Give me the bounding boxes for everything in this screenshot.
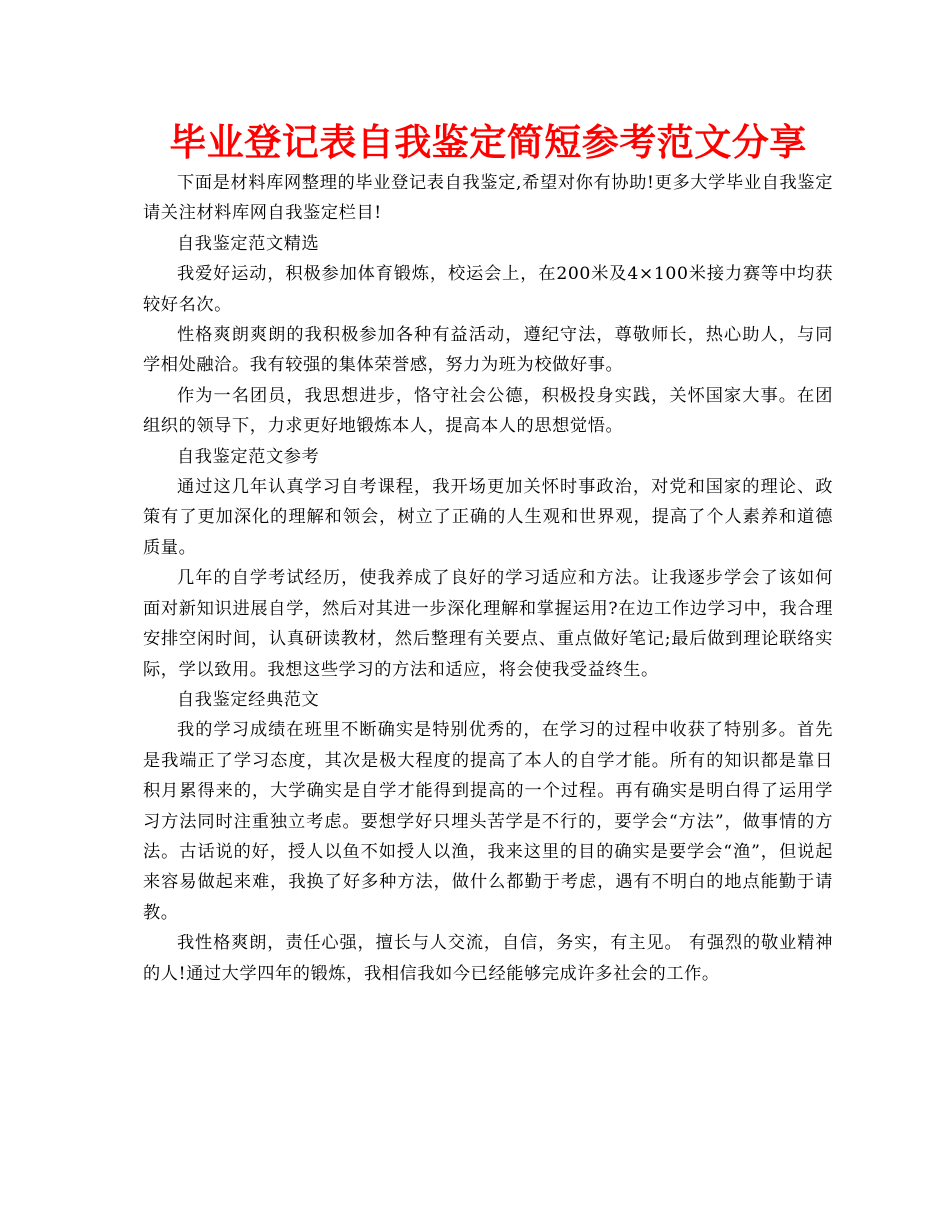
paragraph-self-study-courses: 通过这几年认真学习自考课程，我开场更加关怀时事政治，对党和国家的理论、政策有了更加深化的理解和领会，树立了正确的人生观和世界观，提高了个人素养和道德质量。	[143, 477, 833, 558]
document-page	[143, 118, 833, 989]
paragraph-league-member: 作为一名团员，我思想进步，恪守社会公德，积极投身实践，关怀国家大事。在团组织的领导下，力求更好地锻炼本人，提高本人的思想觉悟。	[143, 385, 833, 437]
section-heading-reference: 自我鉴定范文参考	[177, 446, 320, 467]
paragraph-study-habits: 几年的自学考试经历，使我养成了良好的学习适应和方法。让我逐步学会了该如何面对新知识进展自学，然后对其进一步深化理解和掌握运用?在边工作边学习中，我合理安排空闲时间，认真研读教材，然后整理有关要点、重点做好笔记;最后做到理论联络实际，学以致用。我想这些学习的方法和适应，将会使我受益终生。	[143, 568, 833, 680]
paragraph-intro: 下面是材料库网整理的毕业登记表自我鉴定,希望对你有协助!更多大学毕业自我鉴定请关注材料库网自我鉴定栏目!	[143, 173, 833, 224]
section-heading-selected: 自我鉴定范文精选	[177, 233, 320, 254]
document-body	[143, 168, 833, 989]
paragraph-academic-results: 我的学习成绩在班里不断确实是特别优秀的，在学习的过程中收获了特别多。首先是我端正了学习态度，其次是极大程度的提高了本人的自学才能。所有的知识都是靠日积月累得来的，大学确实是自学才能得到提高的一个过程。再有确实是明白得了运用学习方法同时注重独立考虑。要想学好只埋头苦学是不行的，要学会“方法”，做事情的方法。古话说的好，授人以鱼不如授人以渔，我来这里的目的确实是要学会“渔”，但说起来容易做起来难，我换了好多种方法，做什么都勤于考虑，遇有不明白的地点能勤于请教。	[143, 720, 833, 923]
paragraph-sports: 我爱好运动，积极参加体育锻炼，校运会上，在200米及4×100米接力赛等中均获较好名次。	[143, 264, 833, 315]
document-title: 毕业登记表自我鉴定简短参考范文分享	[169, 121, 807, 164]
paragraph-personality: 性格爽朗爽朗的我积极参加各种有益活动，遵纪守法，尊敬师长，热心助人，与同学相处融洽。我有较强的集体荣誉感，努力为班为校做好事。	[143, 325, 833, 376]
section-heading-classic: 自我鉴定经典范文	[177, 689, 320, 710]
paragraph-character: 我性格爽朗，责任心强，擅长与人交流，自信，务实，有主见。 有强烈的敬业精神的人!通过大学四年的锻炼，我相信我如今已经能够完成许多社会的工作。	[143, 933, 833, 984]
